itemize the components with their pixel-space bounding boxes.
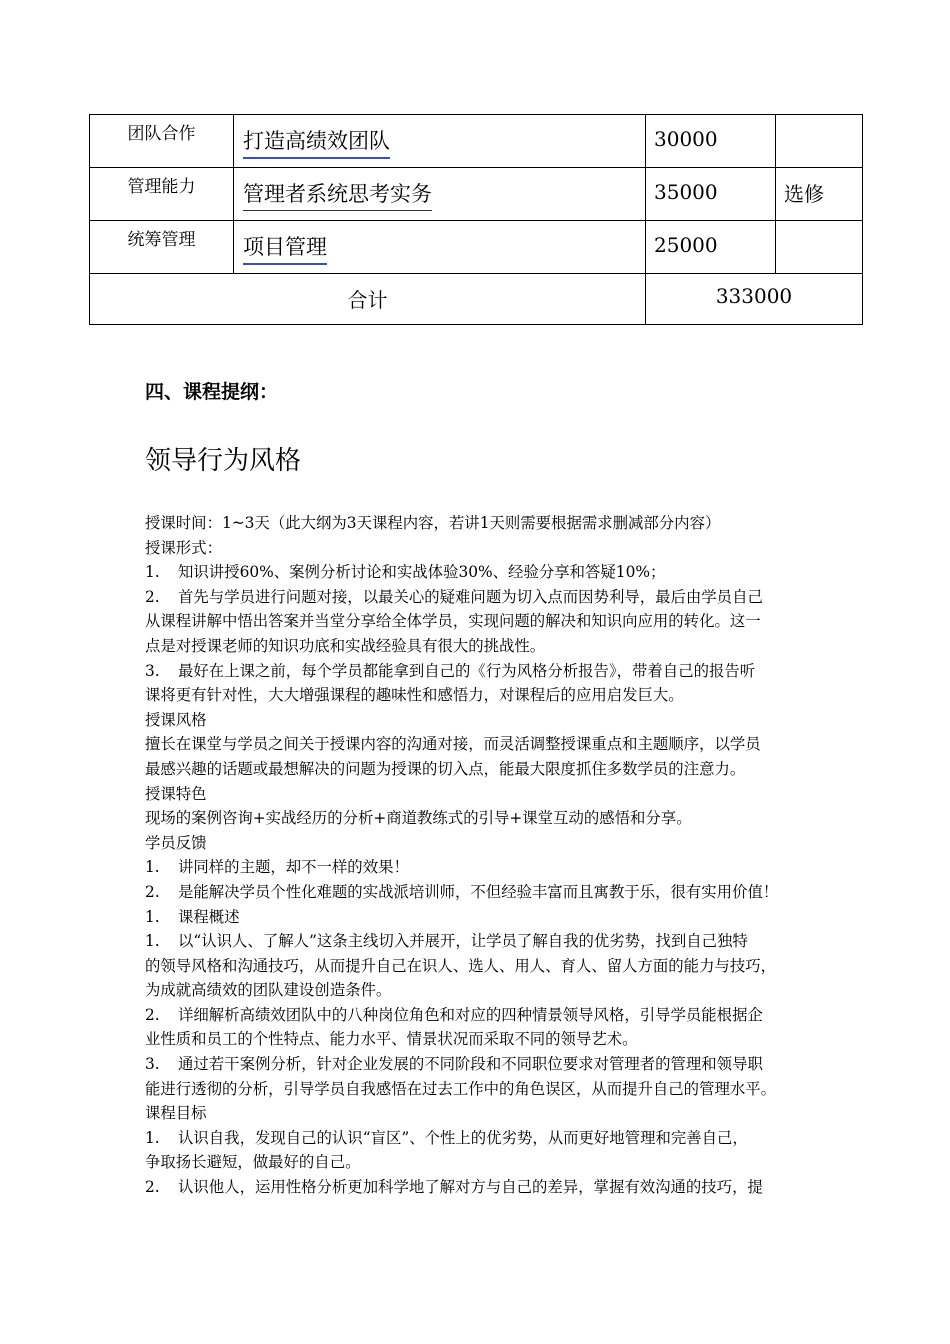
body-line xyxy=(145,1175,808,1200)
table-row xyxy=(90,221,863,274)
list-number: 3. xyxy=(145,661,160,680)
category-cell: 团队合作 xyxy=(127,124,196,144)
body-line xyxy=(145,1003,808,1028)
body-line xyxy=(145,978,808,1003)
body-line xyxy=(145,708,808,733)
line-text: 通过若干案例分析，针对企业发展的不同阶段和不同职位要求对管理者的管理和领导职 xyxy=(178,1055,763,1074)
line-text: 能进行透彻的分析，引导学员自我感悟在过去工作中的角色误区，从而提升自己的管理水平。 xyxy=(145,1079,777,1098)
line-text: 以“认识人、了解人”这条主线切入并展开，让学员了解自我的优劣势，找到自己独特 xyxy=(178,932,748,951)
line-text: 学员反馈 xyxy=(145,833,207,852)
course-budget-table xyxy=(89,114,863,325)
line-text: 现场的案例咨询+实战经历的分析+商道教练式的引导+课堂互动的感悟和分享。 xyxy=(145,809,692,828)
body-line xyxy=(145,954,808,979)
line-text: 课程目标 xyxy=(145,1104,207,1123)
list-number: 1. xyxy=(145,1128,160,1147)
body-line xyxy=(145,1101,808,1126)
line-text: 业性质和员工的个性特点、能力水平、情景状况而采取不同的领导艺术。 xyxy=(145,1030,638,1049)
course-name-cell: 打造高绩效团队 xyxy=(243,125,390,159)
line-text: 知识讲授60%、案例分析讨论和实战体验30%、经验分享和答疑10%； xyxy=(178,563,666,582)
body-line xyxy=(145,634,808,659)
line-text: 课程概述 xyxy=(178,907,240,926)
line-text: 首先与学员进行问题对接，以最关心的疑难问题为切入点而因势利导，最后由学员自己 xyxy=(178,587,763,606)
body-line xyxy=(145,511,808,536)
body-line xyxy=(145,782,808,807)
line-text: 认识他人，运用性格分析更加科学地了解对方与自己的差异，掌握有效沟通的技巧，提 xyxy=(178,1178,763,1197)
list-number: 2. xyxy=(145,1005,160,1024)
list-number: 2. xyxy=(145,587,160,606)
list-number: 1. xyxy=(145,858,160,877)
category-cell: 管理能力 xyxy=(127,177,196,197)
line-text: 授课时间：1~3天（此大纲为3天课程内容，若讲1天则需要根据需求删减部分内容） xyxy=(145,514,721,532)
list-number: 2. xyxy=(145,1178,160,1197)
body-line xyxy=(145,1126,808,1151)
line-text: 课将更有针对性，大大增强课程的趣味性和感悟力，对课程后的应用启发巨大。 xyxy=(145,686,684,705)
total-row xyxy=(90,274,863,325)
line-text: 为成就高绩效的团队建设创造条件。 xyxy=(145,981,392,1000)
line-text: 擅长在课堂与学员之间关于授课内容的沟通对接，而灵活调整授课重点和主题顺序，以学员 xyxy=(145,735,761,754)
course-name-cell: 管理者系统思考实务 xyxy=(243,178,432,211)
total-value: 333000 xyxy=(715,284,793,308)
body-line xyxy=(145,806,808,831)
body-line xyxy=(145,831,808,856)
body-line xyxy=(145,659,808,684)
body-line xyxy=(145,560,808,585)
list-number: 2. xyxy=(145,882,160,901)
list-number: 1. xyxy=(145,563,160,582)
price-cell: 30000 xyxy=(654,127,718,151)
course-name-cell: 项目管理 xyxy=(243,231,327,265)
line-text: 授课形式： xyxy=(145,538,222,557)
course-outline-body xyxy=(145,511,808,1200)
body-line xyxy=(145,732,808,757)
price-cell: 35000 xyxy=(654,180,718,204)
line-text: 讲同样的主题，却不一样的效果！ xyxy=(178,858,409,877)
line-text: 是能解决学员个性化难题的实战派培训师，不但经验丰富而且寓教于乐，很有实用价值！ xyxy=(178,882,779,901)
line-text: 认识自我，发现自己的认识“盲区”、个性上的优劣势，从而更好地管理和完善自己， xyxy=(178,1128,748,1147)
body-line xyxy=(145,683,808,708)
line-text: 点是对授课老师的知识功底和实战经验具有很大的挑战性。 xyxy=(145,636,546,655)
note-cell: 选修 xyxy=(784,182,824,206)
line-text: 授课特色 xyxy=(145,784,207,803)
list-number: 1. xyxy=(145,932,160,951)
line-text: 从课程讲解中悟出答案并当堂分享给全体学员，实现问题的解决和知识向应用的转化。这一 xyxy=(145,612,761,631)
line-text: 详细解析高绩效团队中的八种岗位角色和对应的四种情景领导风格，引导学员能根据企 xyxy=(178,1005,763,1024)
body-line xyxy=(145,585,808,610)
body-line xyxy=(145,536,808,561)
body-line xyxy=(145,905,808,930)
line-text: 授课风格 xyxy=(145,710,207,729)
body-line xyxy=(145,880,808,905)
course-title: 领导行为风格 xyxy=(145,446,302,476)
body-line xyxy=(145,855,808,880)
line-text: 最好在上课之前，每个学员都能拿到自己的《行为风格分析报告》，带着自己的报告听 xyxy=(178,661,756,680)
body-line xyxy=(145,757,808,782)
table-row xyxy=(90,115,863,168)
body-line xyxy=(145,1052,808,1077)
table-row xyxy=(90,168,863,221)
price-cell: 25000 xyxy=(654,233,718,257)
section-heading: 四、课程提纲： xyxy=(145,381,279,403)
list-number: 3. xyxy=(145,1055,160,1074)
category-cell: 统筹管理 xyxy=(127,230,196,250)
total-label: 合计 xyxy=(347,288,388,312)
body-line xyxy=(145,609,808,634)
list-number: 1. xyxy=(145,907,160,926)
line-text: 争取扬长避短，做最好的自己。 xyxy=(145,1153,361,1172)
body-line xyxy=(145,929,808,954)
line-text: 的领导风格和沟通技巧，从而提升自己在识人、选人、用人、育人、留人方面的能力与技巧， xyxy=(145,956,777,975)
body-line xyxy=(145,1150,808,1175)
line-text: 最感兴趣的话题或最想解决的问题为授课的切入点，能最大限度抓住多数学员的注意力。 xyxy=(145,759,746,778)
body-line xyxy=(145,1027,808,1052)
body-line xyxy=(145,1077,808,1102)
